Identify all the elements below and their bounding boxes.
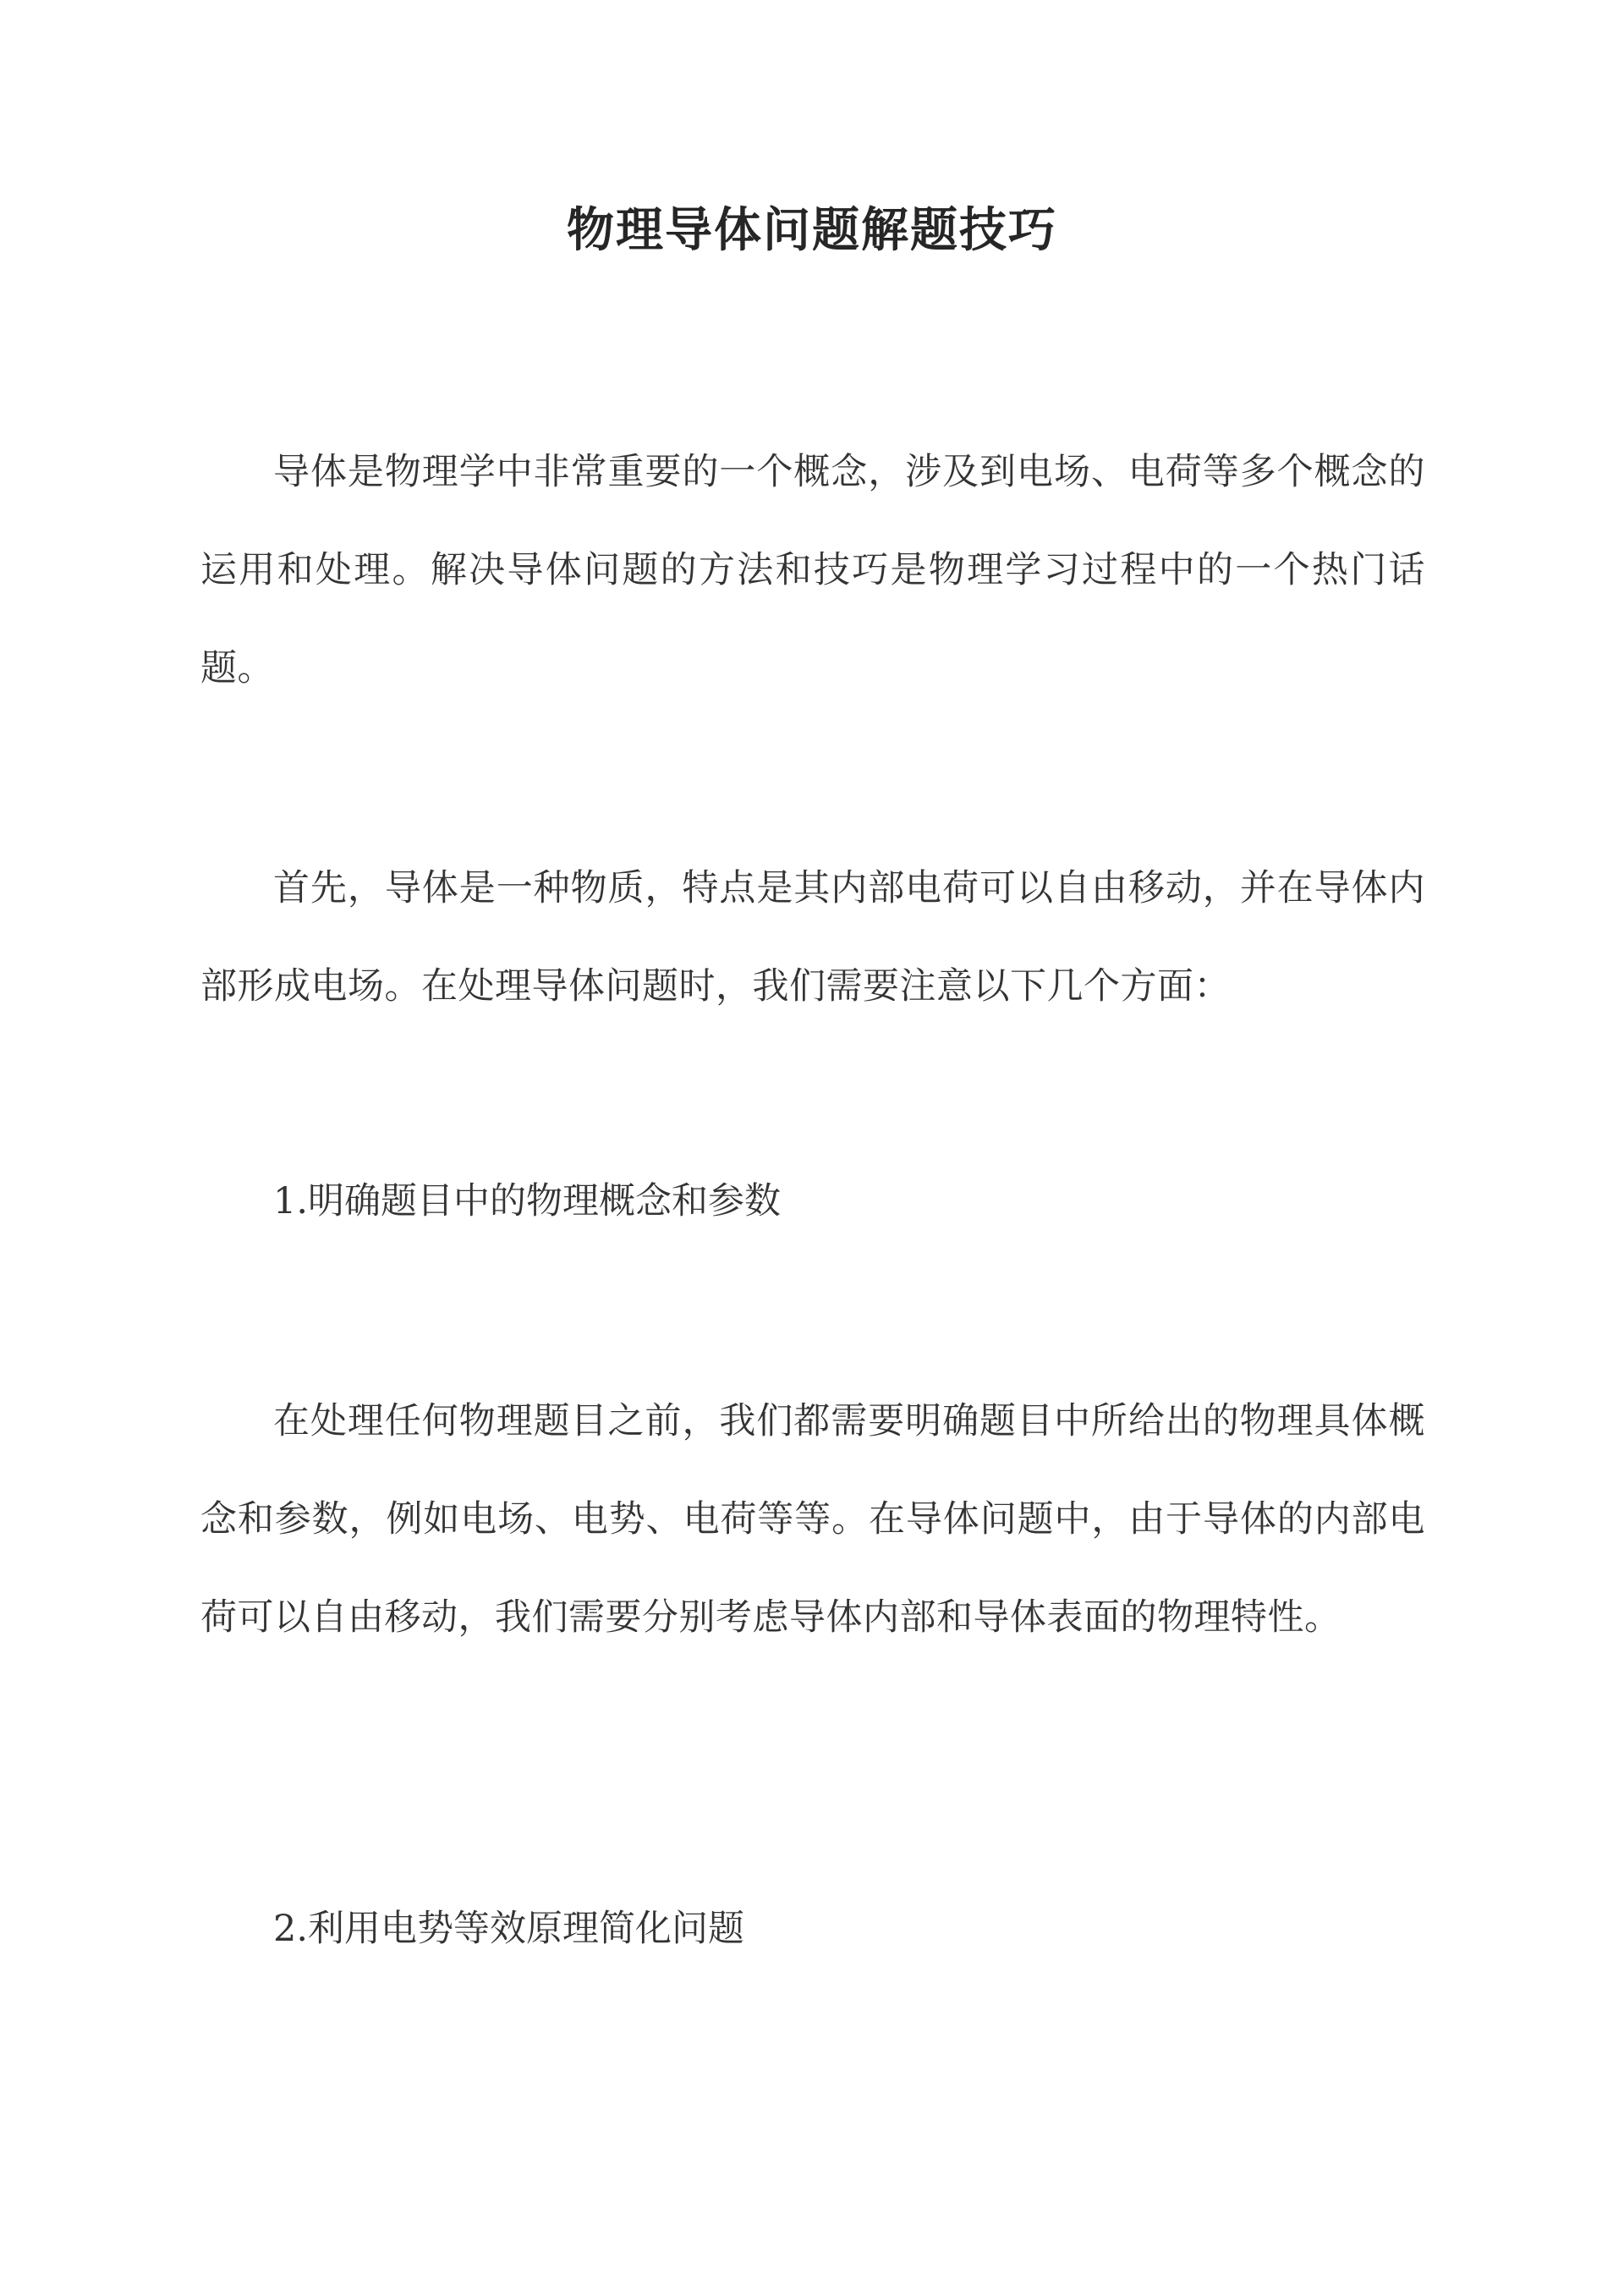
paragraph-intro: 导体是物理学中非常重要的一个概念，涉及到电场、电荷等多个概念的运用和处理。解决导体问题的方法和技巧是物理学习过程中的一个热门话题。 bbox=[200, 451, 1425, 689]
document-title: 物理导体问题解题技巧 bbox=[567, 202, 1057, 258]
paragraph-section1-body: 在处理任何物理题目之前，我们都需要明确题目中所给出的物理具体概念和参数，例如电场、电势、电荷等等。在导体问题中，由于导体的内部电荷可以自由移动，我们需要分别考虑导体内部和导体表面的物理特性。 bbox=[200, 1400, 1425, 1639]
section-heading-2: 2.利用电势等效原理简化问题 bbox=[273, 1908, 745, 1950]
paragraph-first: 首先，导体是一种物质，特点是其内部电荷可以自由移动，并在导体内部形成电场。在处理导体问题时，我们需要注意以下几个方面： bbox=[200, 867, 1425, 1008]
section-heading-1: 1.明确题目中的物理概念和参数 bbox=[273, 1180, 782, 1222]
